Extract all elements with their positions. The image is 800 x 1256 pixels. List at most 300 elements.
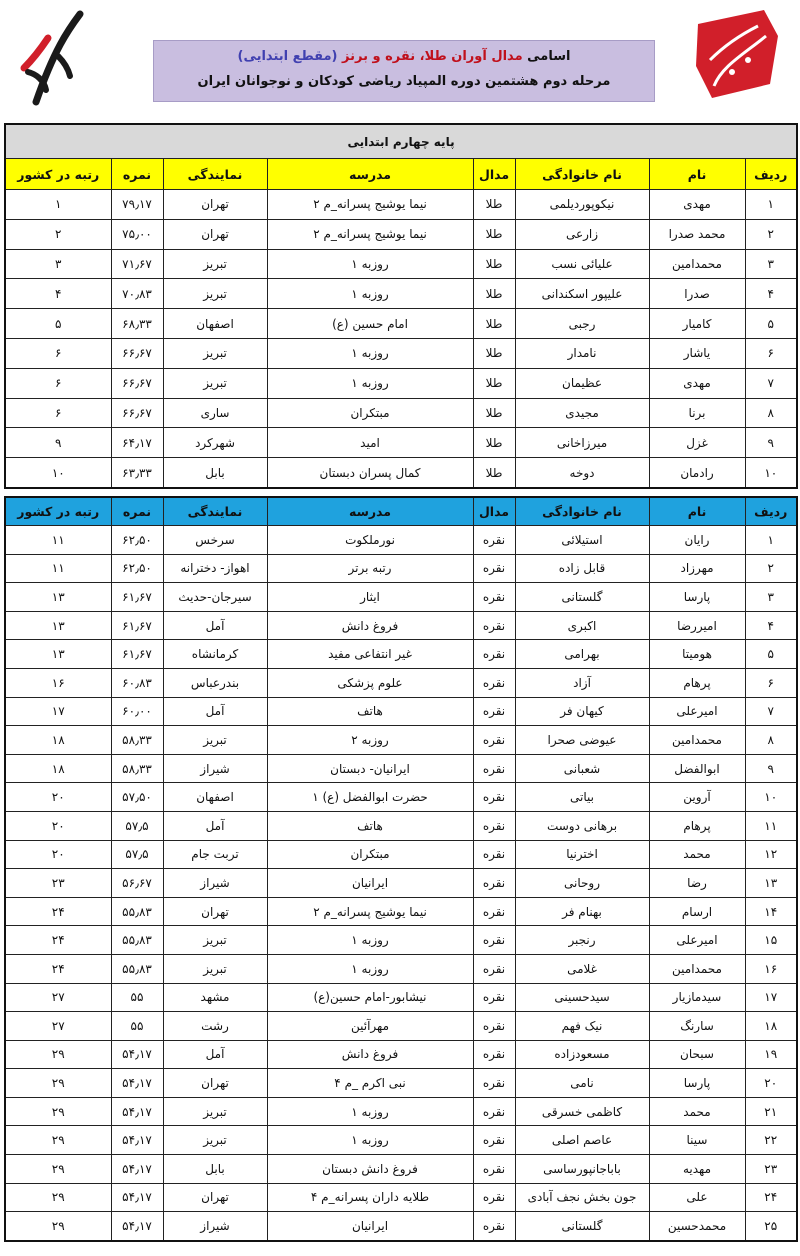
first-name-cell: ارسام (649, 897, 745, 926)
row-number-cell: ۶ (745, 668, 797, 697)
row-number-cell: ۱۲ (745, 840, 797, 869)
last-name-cell: آزاد (515, 668, 649, 697)
score-cell: ۵۵٫۸۳ (111, 926, 163, 955)
row-number-cell: ۱ (745, 526, 797, 555)
table-row (5, 368, 797, 398)
school-cell: ایثار (267, 583, 473, 612)
last-name-cell: گلستانی (515, 1212, 649, 1241)
school-cell: روزبه ۱ (267, 338, 473, 368)
score-cell: ۵۶٫۶۷ (111, 869, 163, 898)
region-cell: بابل (163, 458, 267, 488)
medal-cell: طلا (473, 338, 515, 368)
table-row (5, 983, 797, 1012)
school-cell: امام حسین (ع) (267, 309, 473, 339)
table-row (5, 219, 797, 249)
national-rank-cell: ۲۹ (5, 1097, 111, 1126)
medal-cell: نقره (473, 1126, 515, 1155)
last-name-cell: رنجبر (515, 926, 649, 955)
region-cell: تهران (163, 190, 267, 220)
national-rank-cell: ۱۳ (5, 611, 111, 640)
last-name-cell: کیهان فر (515, 697, 649, 726)
row-number-cell: ۱۴ (745, 897, 797, 926)
school-cell: غیر انتفاعی مفید (267, 640, 473, 669)
national-rank-cell: ۲۰ (5, 811, 111, 840)
mobtakeran-logo (692, 6, 782, 102)
score-cell: ۵۴٫۱۷ (111, 1126, 163, 1155)
header-school: مدرسه (267, 497, 473, 526)
table-row (5, 338, 797, 368)
first-name-cell: محمدامین (649, 249, 745, 279)
region-cell: تبریز (163, 338, 267, 368)
table-row (5, 783, 797, 812)
score-cell: ۶۶٫۶۷ (111, 338, 163, 368)
last-name-cell: نامی (515, 1069, 649, 1098)
medal-cell: نقره (473, 726, 515, 755)
score-cell: ۵۵ (111, 1012, 163, 1041)
national-rank-cell: ۲۳ (5, 869, 111, 898)
medal-cell: نقره (473, 526, 515, 555)
region-cell: آمل (163, 611, 267, 640)
region-cell: سیرجان-حدیث (163, 583, 267, 612)
school-cell: ایرانیان- دبستان (267, 754, 473, 783)
row-number-cell: ۱۳ (745, 869, 797, 898)
section-title: پایه چهارم ابتدایی (5, 124, 797, 159)
school-cell: نیما یوشیج پسرانه_م ۲ (267, 219, 473, 249)
medal-cell: نقره (473, 983, 515, 1012)
national-rank-cell: ۲۴ (5, 926, 111, 955)
score-cell: ۶۴٫۱۷ (111, 428, 163, 458)
medal-cell: نقره (473, 1212, 515, 1241)
table-row (5, 811, 797, 840)
row-number-cell: ۱۶ (745, 954, 797, 983)
row-number-cell: ۲ (745, 219, 797, 249)
last-name-cell: شعبانی (515, 754, 649, 783)
row-number-cell: ۱۷ (745, 983, 797, 1012)
national-rank-cell: ۱۶ (5, 668, 111, 697)
last-name-cell: نیکوپوردیلمی (515, 190, 649, 220)
row-number-cell: ۲۲ (745, 1126, 797, 1155)
page-title-box (153, 40, 655, 102)
medal-cell: نقره (473, 840, 515, 869)
school-cell: روزبه ۱ (267, 249, 473, 279)
first-name-cell: صدرا (649, 279, 745, 309)
national-rank-cell: ۱ (5, 190, 111, 220)
school-cell: حضرت ابوالفضل (ع) ۱ (267, 783, 473, 812)
score-cell: ۶۳٫۳۳ (111, 458, 163, 488)
medal-cell: طلا (473, 458, 515, 488)
last-name-cell: بهنام فر (515, 897, 649, 926)
medal-cell: طلا (473, 368, 515, 398)
medal-cell: نقره (473, 1183, 515, 1212)
header-medal: مدال (473, 497, 515, 526)
header-last-name: نام خانوادگی (515, 159, 649, 190)
first-name-cell: پارسا (649, 1069, 745, 1098)
last-name-cell: عاصم اصلی (515, 1126, 649, 1155)
score-cell: ۵۴٫۱۷ (111, 1040, 163, 1069)
table-row (5, 249, 797, 279)
first-name-cell: پرهام (649, 668, 745, 697)
medal-cell: نقره (473, 697, 515, 726)
first-name-cell: محمد (649, 840, 745, 869)
first-name-cell: پارسا (649, 583, 745, 612)
header-rank-no: ردیف (745, 159, 797, 190)
row-number-cell: ۲۴ (745, 1183, 797, 1212)
score-cell: ۵۸٫۳۳ (111, 726, 163, 755)
medal-cell: طلا (473, 190, 515, 220)
national-rank-cell: ۶ (5, 368, 111, 398)
row-number-cell: ۱ (745, 190, 797, 220)
row-number-cell: ۲۵ (745, 1212, 797, 1241)
school-cell: نیما یوشیج پسرانه_م ۲ (267, 190, 473, 220)
row-number-cell: ۹ (745, 428, 797, 458)
score-cell: ۶۱٫۶۷ (111, 583, 163, 612)
region-cell: آمل (163, 1040, 267, 1069)
first-name-cell: رضا (649, 869, 745, 898)
national-rank-cell: ۱۸ (5, 726, 111, 755)
table-row (5, 840, 797, 869)
header-national-rank: رتبه در کشور (5, 159, 111, 190)
last-name-cell: اخترنیا (515, 840, 649, 869)
header-rank-no: ردیف (745, 497, 797, 526)
school-cell: رتبه برتر (267, 554, 473, 583)
school-cell: نورملکوت (267, 526, 473, 555)
school-cell: کمال پسران دبستان (267, 458, 473, 488)
school-cell: روزبه ۱ (267, 279, 473, 309)
national-rank-cell: ۱۱ (5, 526, 111, 555)
score-cell: ۵۸٫۳۳ (111, 754, 163, 783)
national-rank-cell: ۲۷ (5, 1012, 111, 1041)
medal-cell: نقره (473, 869, 515, 898)
national-rank-cell: ۲۴ (5, 954, 111, 983)
school-cell: فروغ دانش دبستان (267, 1155, 473, 1184)
row-number-cell: ۸ (745, 398, 797, 428)
region-cell: تبریز (163, 1126, 267, 1155)
score-cell: ۵۴٫۱۷ (111, 1069, 163, 1098)
score-cell: ۶۱٫۶۷ (111, 611, 163, 640)
first-name-cell: امیررضا (649, 611, 745, 640)
row-number-cell: ۲۳ (745, 1155, 797, 1184)
school-cell: طلایه داران پسرانه_م ۴ (267, 1183, 473, 1212)
medal-cell: طلا (473, 309, 515, 339)
score-cell: ۵۴٫۱۷ (111, 1155, 163, 1184)
medal-cell: نقره (473, 1097, 515, 1126)
first-name-cell: محمد (649, 1097, 745, 1126)
score-cell: ۷۰٫۸۳ (111, 279, 163, 309)
first-name-cell: امیرعلی (649, 697, 745, 726)
score-cell: ۵۴٫۱۷ (111, 1212, 163, 1241)
national-rank-cell: ۲۹ (5, 1183, 111, 1212)
first-name-cell: مهرزاد (649, 554, 745, 583)
school-cell: امید (267, 428, 473, 458)
last-name-cell: میرزاخانی (515, 428, 649, 458)
last-name-cell: برهانی دوست (515, 811, 649, 840)
table-row (5, 279, 797, 309)
table-row (5, 1155, 797, 1184)
national-rank-cell: ۱۸ (5, 754, 111, 783)
naz-logo (18, 10, 88, 106)
table-row (5, 640, 797, 669)
region-cell: بندرعباس (163, 668, 267, 697)
score-cell: ۶۶٫۶۷ (111, 398, 163, 428)
school-cell: مهرآئین (267, 1012, 473, 1041)
title-prefix: اسامی (527, 49, 571, 64)
region-cell: اصفهان (163, 783, 267, 812)
medal-cell: طلا (473, 219, 515, 249)
last-name-cell: گلستانی (515, 583, 649, 612)
header-first-name: نام (649, 497, 745, 526)
medal-cell: طلا (473, 428, 515, 458)
score-cell: ۵۷٫۵۰ (111, 783, 163, 812)
last-name-cell: نامدار (515, 338, 649, 368)
score-cell: ۶۰٫۸۳ (111, 668, 163, 697)
table-row (5, 1012, 797, 1041)
national-rank-cell: ۱۰ (5, 458, 111, 488)
national-rank-cell: ۱۳ (5, 640, 111, 669)
table-row (5, 1212, 797, 1241)
last-name-cell: نیک فهم (515, 1012, 649, 1041)
row-number-cell: ۱۹ (745, 1040, 797, 1069)
national-rank-cell: ۲۹ (5, 1040, 111, 1069)
region-cell: تبریز (163, 726, 267, 755)
table-row (5, 726, 797, 755)
region-cell: تهران (163, 1183, 267, 1212)
score-cell: ۶۶٫۶۷ (111, 368, 163, 398)
header-score: نمره (111, 159, 163, 190)
row-number-cell: ۲۰ (745, 1069, 797, 1098)
region-cell: تربت جام (163, 840, 267, 869)
last-name-cell: مجیدی (515, 398, 649, 428)
row-number-cell: ۲۱ (745, 1097, 797, 1126)
row-number-cell: ۱۵ (745, 926, 797, 955)
region-cell: رشت (163, 1012, 267, 1041)
first-name-cell: سارنگ (649, 1012, 745, 1041)
row-number-cell: ۵ (745, 640, 797, 669)
silver-table-body (5, 526, 797, 1241)
title-line-1 (154, 47, 654, 67)
region-cell: تبریز (163, 368, 267, 398)
last-name-cell: کاظمی خسرقی (515, 1097, 649, 1126)
region-cell: مشهد (163, 983, 267, 1012)
school-cell: روزبه ۱ (267, 926, 473, 955)
national-rank-cell: ۵ (5, 309, 111, 339)
score-cell: ۷۵٫۰۰ (111, 219, 163, 249)
first-name-cell: رایان (649, 526, 745, 555)
school-cell: نبی اکرم _م ۴ (267, 1069, 473, 1098)
title-highlight: مدال آوران طلا، نقره و برنز (342, 49, 523, 64)
table-row (5, 1040, 797, 1069)
score-cell: ۷۱٫۶۷ (111, 249, 163, 279)
last-name-cell: جون بخش نجف آبادی (515, 1183, 649, 1212)
table-row (5, 554, 797, 583)
table-row (5, 1183, 797, 1212)
table-row (5, 869, 797, 898)
gold-header-row (5, 159, 797, 190)
header-national-rank: رتبه در کشور (5, 497, 111, 526)
first-name-cell: محمدامین (649, 726, 745, 755)
medal-cell: نقره (473, 811, 515, 840)
school-cell: علوم پزشکی (267, 668, 473, 697)
table-row (5, 1069, 797, 1098)
school-cell: نیشابور-امام حسین(ع) (267, 983, 473, 1012)
first-name-cell: مهدی (649, 368, 745, 398)
header-medal: مدال (473, 159, 515, 190)
national-rank-cell: ۲۹ (5, 1212, 111, 1241)
header-region: نمایندگی (163, 159, 267, 190)
medal-cell: نقره (473, 783, 515, 812)
row-number-cell: ۵ (745, 309, 797, 339)
national-rank-cell: ۱۷ (5, 697, 111, 726)
first-name-cell: محمدامین (649, 954, 745, 983)
score-cell: ۶۰٫۰۰ (111, 697, 163, 726)
medal-cell: نقره (473, 1155, 515, 1184)
silver-medal-table (4, 496, 798, 1242)
region-cell: شیراز (163, 869, 267, 898)
first-name-cell: سیدمازیار (649, 983, 745, 1012)
first-name-cell: کامیار (649, 309, 745, 339)
region-cell: آمل (163, 811, 267, 840)
header-last-name: نام خانوادگی (515, 497, 649, 526)
national-rank-cell: ۹ (5, 428, 111, 458)
school-cell: نیما یوشیج پسرانه_م ۲ (267, 897, 473, 926)
medal-cell: نقره (473, 1069, 515, 1098)
first-name-cell: غزل (649, 428, 745, 458)
silver-header-row (5, 497, 797, 526)
region-cell: تهران (163, 219, 267, 249)
region-cell: اهواز- دخترانه (163, 554, 267, 583)
row-number-cell: ۷ (745, 697, 797, 726)
medal-cell: نقره (473, 640, 515, 669)
table-row (5, 897, 797, 926)
medal-cell: نقره (473, 1012, 515, 1041)
table-row (5, 526, 797, 555)
first-name-cell: محمد صدرا (649, 219, 745, 249)
region-cell: شیراز (163, 1212, 267, 1241)
row-number-cell: ۴ (745, 611, 797, 640)
school-cell: روزبه ۱ (267, 1126, 473, 1155)
row-number-cell: ۱۰ (745, 458, 797, 488)
national-rank-cell: ۱۱ (5, 554, 111, 583)
last-name-cell: قابل زاده (515, 554, 649, 583)
region-cell: تبریز (163, 926, 267, 955)
table-row (5, 926, 797, 955)
medal-cell: نقره (473, 668, 515, 697)
school-cell: ایرانیان (267, 869, 473, 898)
title-suffix: (مقطع ابتدایی) (237, 49, 338, 64)
national-rank-cell: ۲۰ (5, 783, 111, 812)
medal-cell: نقره (473, 754, 515, 783)
first-name-cell: مهدیه (649, 1155, 745, 1184)
row-number-cell: ۳ (745, 583, 797, 612)
last-name-cell: استیلائی (515, 526, 649, 555)
medal-cell: طلا (473, 279, 515, 309)
region-cell: شهرکرد (163, 428, 267, 458)
table-row (5, 754, 797, 783)
table-row (5, 309, 797, 339)
medal-cell: نقره (473, 583, 515, 612)
region-cell: بابل (163, 1155, 267, 1184)
row-number-cell: ۱۱ (745, 811, 797, 840)
medal-cell: نقره (473, 897, 515, 926)
medal-cell: نقره (473, 926, 515, 955)
school-cell: هاتف (267, 811, 473, 840)
last-name-cell: سیدحسینی (515, 983, 649, 1012)
row-number-cell: ۸ (745, 726, 797, 755)
gold-medal-table (4, 123, 798, 489)
medal-cell: نقره (473, 1040, 515, 1069)
last-name-cell: رجبی (515, 309, 649, 339)
first-name-cell: یاشار (649, 338, 745, 368)
first-name-cell: پرهام (649, 811, 745, 840)
national-rank-cell: ۶ (5, 338, 111, 368)
first-name-cell: آروین (649, 783, 745, 812)
title-line-2: مرحله دوم هشتمین دوره المپیاد ریاضی کودکان و نوجوانان ایران (197, 74, 611, 89)
section-title-row (5, 124, 797, 159)
first-name-cell: سینا (649, 1126, 745, 1155)
row-number-cell: ۲ (745, 554, 797, 583)
medal-cell: نقره (473, 954, 515, 983)
header-score: نمره (111, 497, 163, 526)
first-name-cell: محمدحسین (649, 1212, 745, 1241)
medal-cell: طلا (473, 249, 515, 279)
last-name-cell: روحانی (515, 869, 649, 898)
first-name-cell: سبحان (649, 1040, 745, 1069)
header-first-name: نام (649, 159, 745, 190)
row-number-cell: ۷ (745, 368, 797, 398)
score-cell: ۵۴٫۱۷ (111, 1183, 163, 1212)
region-cell: کرمانشاه (163, 640, 267, 669)
national-rank-cell: ۱۳ (5, 583, 111, 612)
row-number-cell: ۳ (745, 249, 797, 279)
national-rank-cell: ۶ (5, 398, 111, 428)
first-name-cell: هومیتا (649, 640, 745, 669)
score-cell: ۵۵ (111, 983, 163, 1012)
region-cell: تبریز (163, 249, 267, 279)
last-name-cell: بهرامی (515, 640, 649, 669)
national-rank-cell: ۲۰ (5, 840, 111, 869)
row-number-cell: ۶ (745, 338, 797, 368)
score-cell: ۷۹٫۱۷ (111, 190, 163, 220)
table-row (5, 1126, 797, 1155)
national-rank-cell: ۲۹ (5, 1069, 111, 1098)
first-name-cell: مهدی (649, 190, 745, 220)
gold-table-body (5, 190, 797, 488)
school-cell: روزبه ۱ (267, 1097, 473, 1126)
score-cell: ۶۲٫۵۰ (111, 554, 163, 583)
national-rank-cell: ۲۷ (5, 983, 111, 1012)
first-name-cell: علی (649, 1183, 745, 1212)
national-rank-cell: ۲ (5, 219, 111, 249)
score-cell: ۶۸٫۳۳ (111, 309, 163, 339)
region-cell: سرخس (163, 526, 267, 555)
table-row (5, 583, 797, 612)
region-cell: تبریز (163, 279, 267, 309)
region-cell: تبریز (163, 1097, 267, 1126)
national-rank-cell: ۴ (5, 279, 111, 309)
first-name-cell: برنا (649, 398, 745, 428)
school-cell: روزبه ۱ (267, 368, 473, 398)
region-cell: تهران (163, 897, 267, 926)
school-cell: فروغ دانش (267, 1040, 473, 1069)
school-cell: مبتکران (267, 398, 473, 428)
last-name-cell: عظیمان (515, 368, 649, 398)
table-row (5, 954, 797, 983)
header-region: نمایندگی (163, 497, 267, 526)
national-rank-cell: ۲۹ (5, 1155, 111, 1184)
row-number-cell: ۱۰ (745, 783, 797, 812)
school-cell: روزبه ۲ (267, 726, 473, 755)
table-row (5, 697, 797, 726)
school-cell: هاتف (267, 697, 473, 726)
